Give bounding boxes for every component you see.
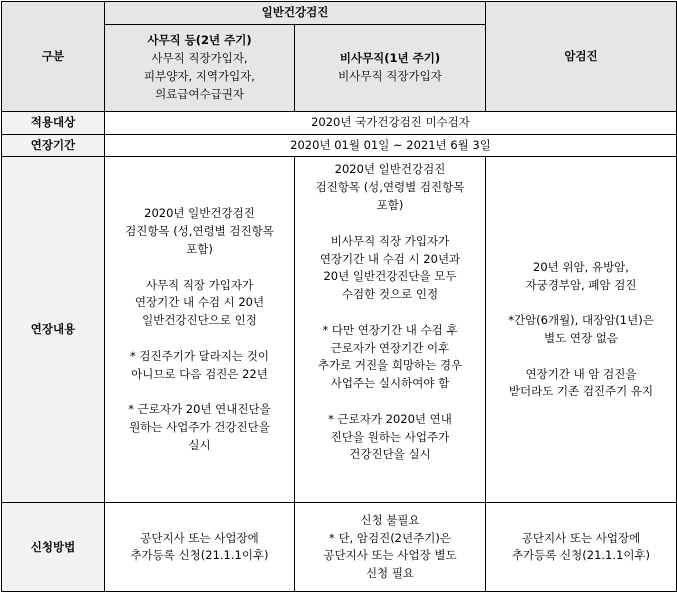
text-line: 사무직 직장 가입자가 — [145, 277, 254, 292]
text-line: 사업주는 실시하여야 함 — [330, 376, 450, 391]
text-line: 비사무직 직장가입자 — [338, 68, 442, 83]
text-line: * 근로자가 20년 연내진단을 — [128, 402, 271, 417]
text-line: 원하는 사업주가 건강진단을 — [129, 420, 270, 434]
row-label-content: 연장내용 — [2, 157, 105, 503]
apply-cancer — [486, 503, 677, 592]
office-title: 사무직 등(2년 주기) — [147, 33, 252, 48]
header-office-workers — [105, 24, 295, 111]
text-line: 건강진단을 실시 — [349, 447, 431, 462]
text-line: 신청 필요 — [365, 566, 415, 581]
text-line: 2020년 일반건강검진 — [334, 162, 446, 177]
text-line — [490, 348, 672, 366]
text-line: 공단지사 또는 사업장 별도 — [323, 548, 457, 563]
text-line: 의료급여수급권자 — [155, 86, 244, 101]
text-line: 피부양자, 지역가입자, — [144, 68, 255, 83]
text-line: 20년 일반건강진단을 모두 — [323, 269, 457, 284]
row-label-period: 연장기간 — [2, 134, 105, 157]
text-line: 일반건강진단으로 인정 — [142, 313, 257, 328]
text-line: 수검한 것으로 인정 — [341, 287, 439, 302]
content-cancer — [486, 157, 677, 503]
text-line — [299, 304, 481, 322]
row-label-apply: 신청방법 — [2, 503, 105, 592]
text-line: 별도 연장 없음 — [544, 330, 618, 345]
text-line: 연장기간 내 암 검진을 — [525, 366, 637, 381]
text-line: 추가등록 신청(21.1.1이후) — [130, 548, 269, 563]
row-label-target: 적용대상 — [2, 111, 105, 134]
nonoffice-title: 비사무직(1년 주기) — [339, 51, 441, 65]
text-line: 포함) — [186, 241, 213, 256]
office-desc — [109, 50, 290, 103]
text-line: 2020년 일반건강검진 — [144, 206, 255, 221]
text-line: 진단을 원하는 사업주가 — [330, 429, 450, 444]
text-line: 사무직 직장가입자, — [151, 51, 248, 65]
text-line: 포함) — [376, 198, 404, 213]
text-line: 실시 — [188, 437, 211, 452]
text-line — [299, 393, 481, 411]
header-general-checkup: 일반건강검진 — [105, 2, 486, 25]
text-line: *간암(6개월), 대장암(1년)은 — [508, 313, 654, 328]
text-line — [490, 294, 672, 312]
text-line: 검진항목 (성,연령별 검진항목 — [125, 224, 274, 239]
text-line: 검진항목 (성,연령별 검진항목 — [315, 180, 465, 195]
period-value: 2020년 01월 01일 ~ 2021년 6월 3일 — [105, 134, 677, 157]
text-line: * 근로자가 2020년 연내 — [328, 411, 452, 426]
text-line — [109, 330, 290, 348]
header-category: 구분 — [2, 2, 105, 112]
text-line: 비사무직 직장 가입자가 — [330, 233, 450, 248]
text-line: 추가로 거진을 희망하는 경우 — [317, 358, 463, 373]
header-cancer-checkup: 암검진 — [486, 2, 677, 112]
text-line — [109, 383, 290, 401]
text-line — [109, 259, 290, 277]
nonoffice-desc — [299, 68, 481, 86]
content-nonoffice — [295, 157, 486, 503]
health-checkup-extension-table — [1, 1, 677, 592]
text-line: 공단지사 또는 사업장에 — [140, 530, 259, 545]
text-line: 연장기간 내 수검 시 20년과 — [319, 251, 461, 266]
text-line: 근로자가 연장기간 이후 — [330, 340, 450, 355]
text-line: 추가등록 신청(21.1.1이후) — [511, 548, 651, 563]
text-line: * 검진주기가 달라지는 것이 — [130, 348, 269, 363]
header-nonoffice-workers — [295, 24, 486, 111]
text-line: * 단, 암검진(2년주기)은 — [329, 530, 451, 545]
text-line: 공단지사 또는 사업장에 — [521, 530, 641, 545]
text-line: 20년 위암, 유방암, — [533, 259, 629, 274]
text-line: 신청 불필요 — [360, 512, 420, 527]
apply-nonoffice — [295, 503, 486, 592]
text-line: 받더라도 기존 검진주기 유지 — [508, 384, 654, 399]
target-value: 2020년 국가건강검진 미수검자 — [105, 111, 677, 134]
text-line: 자궁경부암, 폐암 검진 — [525, 277, 637, 292]
text-line: 아니므로 다음 검진은 22년 — [131, 366, 268, 381]
text-line: * 다만 연장기간 내 수검 후 — [322, 322, 458, 337]
apply-office — [105, 503, 295, 592]
text-line: 연장기간 내 수검 시 20년 — [134, 295, 265, 310]
content-office — [105, 157, 295, 503]
text-line — [299, 215, 481, 233]
